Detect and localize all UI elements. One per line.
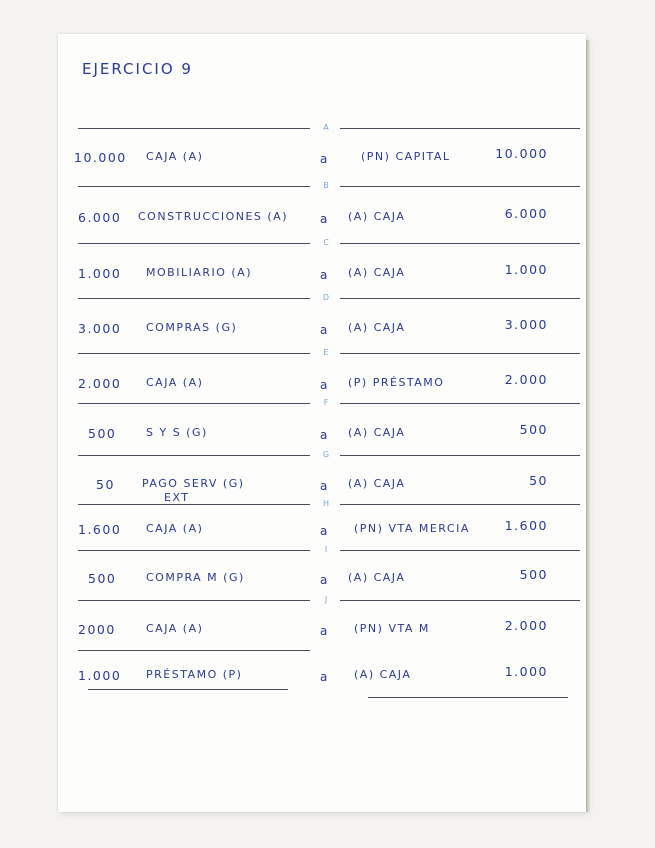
right-account: (P) PRÉSTAMO bbox=[348, 376, 445, 389]
separator-line-right bbox=[340, 504, 580, 505]
left-account: CAJA (A) bbox=[146, 150, 204, 163]
right-amount: 500 bbox=[519, 422, 548, 437]
right-account: (PN) VTA MERCIA bbox=[354, 522, 470, 535]
right-account: (PN) CAPITAL bbox=[361, 150, 451, 163]
right-amount: 3.000 bbox=[504, 317, 548, 332]
section-letter: H bbox=[322, 499, 329, 508]
section-letter: E bbox=[323, 348, 329, 357]
right-amount: 1.600 bbox=[504, 518, 548, 533]
separator-line-right bbox=[340, 186, 580, 187]
section-letter: B bbox=[323, 181, 329, 190]
section-letter: I bbox=[324, 545, 328, 554]
left-amount: 6.000 bbox=[78, 210, 122, 225]
separator-line bbox=[88, 689, 288, 690]
left-account: COMPRA M (G) bbox=[146, 571, 245, 584]
connector-a: a bbox=[320, 573, 329, 587]
left-amount: 50 bbox=[96, 477, 115, 492]
left-amount: 2000 bbox=[78, 622, 116, 637]
left-amount: 1.000 bbox=[78, 266, 122, 281]
left-account: S Y S (G) bbox=[146, 426, 208, 439]
left-amount: 1.000 bbox=[78, 668, 122, 683]
right-account: (A) CAJA bbox=[348, 426, 406, 439]
left-amount: 3.000 bbox=[78, 321, 122, 336]
connector-a: a bbox=[320, 624, 329, 638]
connector-a: a bbox=[320, 323, 329, 337]
left-account-line2: EXT bbox=[164, 491, 190, 504]
left-account: CONSTRUCCIONES (A) bbox=[138, 210, 288, 223]
left-account: MOBILIARIO (A) bbox=[146, 266, 252, 279]
left-account: CAJA (A) bbox=[146, 522, 204, 535]
separator-line-left bbox=[78, 550, 310, 551]
exercise-title: EJERCICIO 9 bbox=[82, 60, 193, 78]
separator-line-left bbox=[78, 298, 310, 299]
separator-line-left bbox=[78, 353, 310, 354]
left-amount: 1.600 bbox=[78, 522, 122, 537]
right-amount: 10.000 bbox=[495, 146, 548, 161]
left-amount: 500 bbox=[88, 571, 117, 586]
separator-line-left bbox=[78, 455, 310, 456]
right-account: (PN) VTA M bbox=[354, 622, 430, 635]
left-amount: 2.000 bbox=[78, 376, 122, 391]
separator-line-right bbox=[340, 550, 580, 551]
separator-line-right bbox=[340, 403, 580, 404]
left-account: PRÉSTAMO (P) bbox=[146, 668, 243, 681]
right-amount: 6.000 bbox=[504, 206, 548, 221]
separator-line-left bbox=[78, 650, 310, 651]
connector-a: a bbox=[320, 524, 329, 538]
right-amount: 50 bbox=[529, 473, 548, 488]
separator-line-left bbox=[78, 504, 310, 505]
right-amount: 1.000 bbox=[504, 664, 548, 679]
left-amount: 10.000 bbox=[74, 150, 127, 165]
section-letter: G bbox=[322, 450, 330, 459]
connector-a: a bbox=[320, 670, 329, 684]
separator-line-right bbox=[340, 243, 580, 244]
separator-line-right bbox=[340, 455, 580, 456]
right-account: (A) CAJA bbox=[348, 210, 406, 223]
right-amount: 1.000 bbox=[504, 262, 548, 277]
connector-a: a bbox=[320, 212, 329, 226]
separator-line-right bbox=[340, 298, 580, 299]
right-account: (A) CAJA bbox=[348, 266, 406, 279]
separator-line-right bbox=[340, 353, 580, 354]
section-letter: D bbox=[322, 293, 330, 302]
connector-a: a bbox=[320, 152, 329, 166]
right-account: (A) CAJA bbox=[348, 477, 406, 490]
separator-line bbox=[368, 697, 568, 698]
left-account: CAJA (A) bbox=[146, 376, 204, 389]
right-account: (A) CAJA bbox=[354, 668, 412, 681]
left-account: COMPRAS (G) bbox=[146, 321, 238, 334]
section-letter: J bbox=[324, 595, 328, 604]
paper-edge bbox=[586, 40, 590, 812]
separator-line-left bbox=[78, 243, 310, 244]
separator-line-left bbox=[78, 403, 310, 404]
connector-a: a bbox=[320, 378, 329, 392]
separator-line-left bbox=[78, 186, 310, 187]
left-amount: 500 bbox=[88, 426, 117, 441]
right-amount: 500 bbox=[519, 567, 548, 582]
right-amount: 2.000 bbox=[504, 618, 548, 633]
left-account: CAJA (A) bbox=[146, 622, 204, 635]
section-letter: C bbox=[323, 238, 329, 247]
connector-a: a bbox=[320, 479, 329, 493]
connector-a: a bbox=[320, 428, 329, 442]
separator-line-right bbox=[340, 600, 580, 601]
section-letter: F bbox=[323, 398, 329, 407]
right-account: (A) CAJA bbox=[348, 571, 406, 584]
section-letter: A bbox=[323, 123, 329, 132]
connector-a: a bbox=[320, 268, 329, 282]
right-amount: 2.000 bbox=[504, 372, 548, 387]
separator-line-right bbox=[340, 128, 580, 129]
left-account: PAGO SERV (G) bbox=[142, 477, 245, 490]
separator-line-left bbox=[78, 128, 310, 129]
separator-line-left bbox=[78, 600, 310, 601]
right-account: (A) CAJA bbox=[348, 321, 406, 334]
